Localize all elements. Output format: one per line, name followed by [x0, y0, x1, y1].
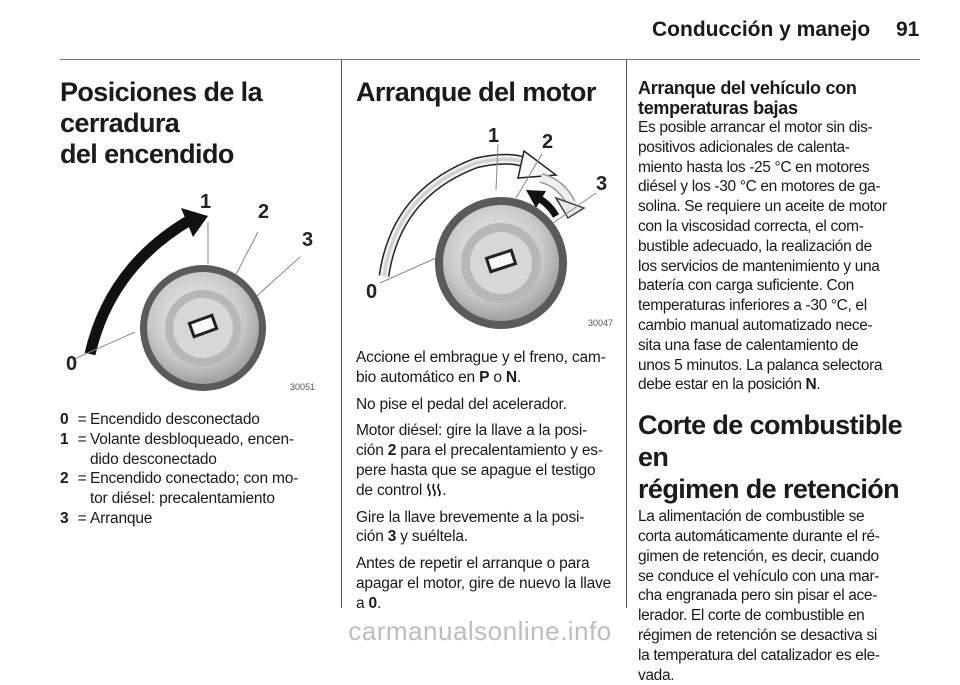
figure-code: 30051 [290, 382, 316, 392]
ignition-lock-figure [60, 182, 330, 404]
position-label: 1 [488, 125, 500, 147]
paragraph: Accione el embrague y el freno, cam- bio automático en P o N. [356, 349, 606, 386]
legend-text: Arranque [90, 509, 153, 527]
column-divider [341, 60, 342, 608]
ignition-start-figure [356, 118, 622, 340]
section-heading [638, 409, 922, 505]
position-label: 3 [302, 229, 314, 251]
position-legend [60, 410, 330, 529]
paragraph: No pise el pedal del acelerador. [356, 395, 567, 413]
header-rule [60, 59, 920, 60]
section-heading: Arranque del motor [356, 77, 596, 107]
legend-text: Volante desbloqueado, encen- dido desconectado [90, 430, 294, 468]
legend-key: 1 [60, 430, 69, 448]
legend-row [60, 430, 330, 470]
legend-text: Encendido conectado; con mo- tor diésel: precalentamiento [90, 470, 299, 508]
arrowhead-icon [518, 151, 556, 178]
paragraph: Es posible arrancar el motor sin dis- positivos adicionales de calenta- miento hasta los -25 °C en motores diésel y los -30 °C en motores de ga- solina. Se requiere un aceite de motor con la viscosidad correcta, el com- bustible adecuado, la realización de los servicios de mantenimiento y una batería con carga suficiente. Con temperaturas inferiores a -30 °C, el cambio manual automatizado nece- sita una fase de calentamiento de unos 5 minutos. La palanca selectora debe estar en la posición N. [638, 119, 887, 394]
legend-row [60, 469, 330, 509]
paragraph: Motor diésel: gire la llave a la posi- ción 2 para el precalentamiento y es- pere hasta que se apague el testigo de control . [356, 422, 603, 499]
legend-separator: = [77, 411, 87, 428]
watermark: carmanualsonline.info [348, 616, 612, 646]
glow-plug-icon [426, 483, 442, 497]
legend-separator: = [77, 470, 87, 488]
heading-line: Corte de combustible en [638, 410, 903, 473]
legend-row [60, 509, 330, 529]
heading-line: régimen de retención [638, 474, 900, 505]
sub-heading [638, 78, 922, 118]
column-ignition-positions [60, 62, 330, 529]
paragraph: La alimentación de combustible se corta automáticamente durante el ré- gimen de retención, es decir, cuando se conduce el vehículo con una mar- cha engranada pero sin pisar el ace- lerador. El corte de combustible en régimen de retención se desactiva si la temperatura del catalizador es ele- vada. [638, 508, 880, 684]
legend-text: Encendido desconectado [90, 411, 260, 428]
position-label: 1 [200, 191, 212, 213]
heading-line: Arranque del vehículo con [638, 78, 857, 98]
legend-key: 2 [60, 470, 69, 488]
position-label: 2 [258, 201, 270, 223]
section-heading [60, 77, 330, 170]
page-header [0, 0, 960, 60]
heading-line: del encendido [60, 139, 234, 169]
column-engine-start [356, 62, 626, 614]
legend-row [60, 410, 330, 430]
position-label: 3 [596, 173, 608, 195]
position-label: 2 [542, 131, 554, 153]
paragraph: Gire la llave brevemente a la posi- ción 3 y suéltela. [356, 508, 585, 546]
legend-separator: = [77, 509, 87, 527]
figure-code: 30047 [588, 318, 614, 328]
running-title: Conducción y manejo [652, 18, 871, 41]
heading-line: temperaturas bajas [638, 98, 798, 118]
heading-line: Posiciones de la cerradura [60, 77, 262, 138]
position-label: 0 [66, 353, 78, 375]
legend-key: 3 [60, 509, 69, 527]
column-divider [626, 60, 627, 608]
legend-separator: = [77, 430, 87, 448]
position-label: 0 [366, 281, 378, 303]
page-number: 91 [896, 18, 920, 41]
paragraph: Antes de repetir el arranque o para apagar el motor, gire de nuevo la llave a 0. [356, 555, 612, 612]
legend-key: 0 [60, 411, 69, 428]
column-cold-start [638, 62, 922, 685]
